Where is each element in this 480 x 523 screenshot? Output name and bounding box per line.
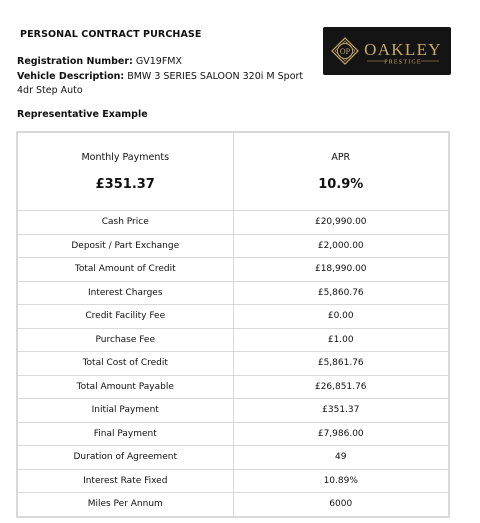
vehicle-info	[17, 55, 322, 99]
table-row	[17, 493, 449, 517]
row-value: 49	[233, 446, 449, 470]
registration-label: Registration Number:	[17, 56, 133, 67]
table-row	[17, 352, 449, 376]
section-title: Representative Example	[17, 109, 148, 120]
row-value: £1.00	[233, 328, 449, 352]
vehicle-description-label: Vehicle Description:	[17, 70, 125, 82]
row-label: Purchase Fee	[17, 328, 233, 352]
representative-example-table	[16, 131, 450, 518]
row-value: £2,000.00	[233, 234, 449, 258]
row-label: Interest Rate Fixed	[17, 469, 233, 493]
row-value: 10.89%	[233, 469, 449, 493]
row-label: Final Payment	[17, 422, 233, 446]
table-row	[17, 281, 449, 305]
row-label: Total Amount Payable	[17, 375, 233, 399]
row-value: £5,860.76	[233, 281, 449, 305]
row-label: Total Cost of Credit	[17, 352, 233, 376]
table-row	[17, 375, 449, 399]
row-label: Initial Payment	[17, 399, 233, 423]
logo-monogram: OP	[339, 47, 351, 56]
table-row	[17, 234, 449, 258]
row-label: Total Amount of Credit	[17, 258, 233, 282]
table-row	[17, 399, 449, 423]
document-title: PERSONAL CONTRACT PURCHASE	[20, 29, 202, 40]
row-label: Duration of Agreement	[17, 446, 233, 470]
monogram-emblem-icon	[332, 38, 358, 64]
row-value: £351.37	[233, 399, 449, 423]
row-label: Miles Per Annum	[17, 493, 233, 517]
row-value: £20,990.00	[233, 211, 449, 235]
row-label: Credit Facility Fee	[17, 305, 233, 329]
monthly-payments-value: £351.37	[95, 176, 155, 192]
registration-value: GV19FMX	[135, 56, 182, 67]
row-value: £26,851.76	[233, 375, 449, 399]
vehicle-description-line	[17, 70, 322, 99]
row-value: £5,861.76	[233, 352, 449, 376]
table-row	[17, 328, 449, 352]
apr-value: 10.9%	[318, 176, 364, 192]
table-row	[17, 446, 449, 470]
row-value: £7,986.00	[233, 422, 449, 446]
registration-line	[17, 55, 322, 70]
row-value: £18,990.00	[233, 258, 449, 282]
row-label: Deposit / Part Exchange	[17, 234, 233, 258]
table-row	[17, 422, 449, 446]
table-row	[17, 305, 449, 329]
table-row	[17, 258, 449, 282]
monthly-payments-label: Monthly Payments	[81, 151, 170, 163]
row-value: £0.00	[233, 305, 449, 329]
apr-label: APR	[331, 151, 351, 163]
logo-graphic	[323, 27, 451, 75]
row-value: 6000	[233, 493, 449, 517]
monthly-payments-cell	[17, 132, 233, 211]
summary-row	[17, 132, 449, 211]
oakley-prestige-logo	[323, 27, 451, 75]
row-label: Interest Charges	[17, 281, 233, 305]
apr-cell	[233, 132, 449, 211]
table-row	[17, 469, 449, 493]
table-row	[17, 211, 449, 235]
vehicle-description-value: BMW 3 SERIES SALOON 320i M Sport 4dr Step Auto	[17, 70, 304, 96]
row-label: Cash Price	[17, 211, 233, 235]
logo-name: OAKLEY	[364, 40, 442, 59]
logo-tagline: PRESTIGE	[384, 59, 422, 66]
